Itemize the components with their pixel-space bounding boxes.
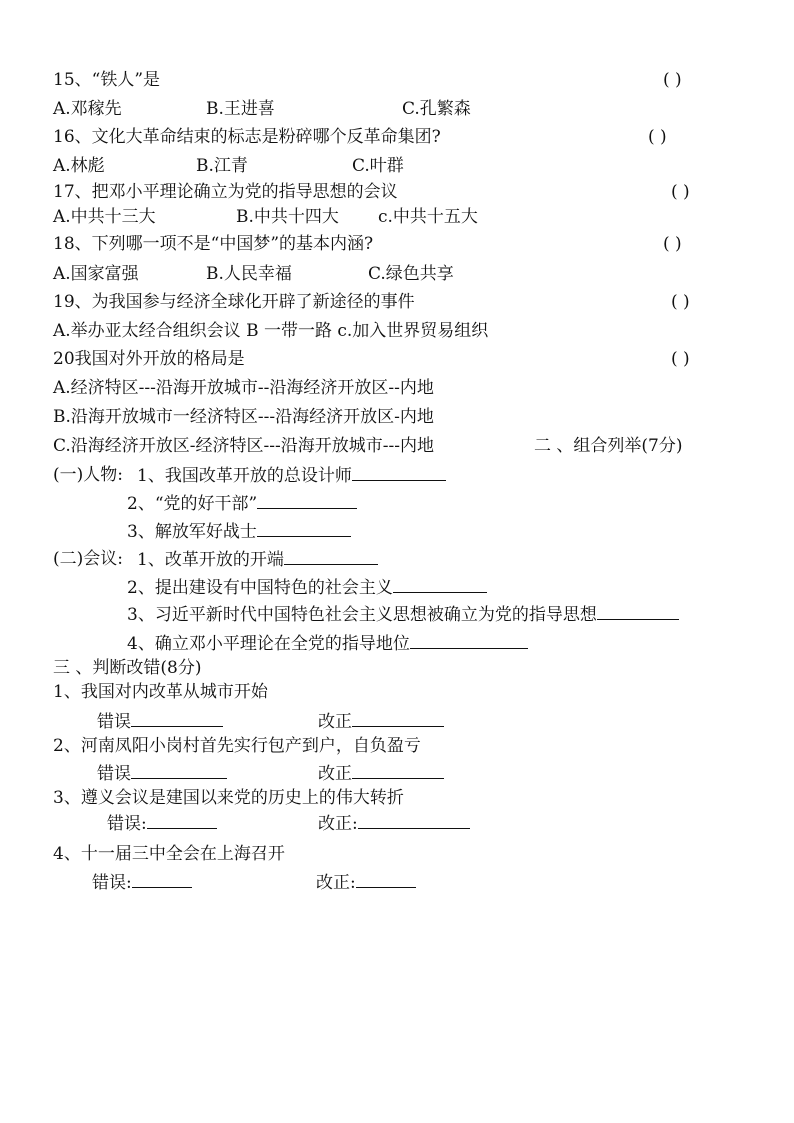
meetings-group-label: (二)会议: xyxy=(53,549,123,569)
question-16-option-c: C.叶群 xyxy=(352,156,404,176)
question-17-option-b: B.中共十四大 xyxy=(236,207,339,227)
question-15-stem: 15、“铁人”是 xyxy=(53,70,161,90)
judge-item-2-fix-label: 改正 xyxy=(318,764,352,784)
meetings-item-1 xyxy=(137,548,378,571)
question-20-answer-paren[interactable]: ( ) xyxy=(671,349,690,369)
judge-item-1-wrong xyxy=(97,710,223,733)
judge-item-4-wrong-blank[interactable] xyxy=(132,871,192,888)
people-item-1 xyxy=(137,464,446,487)
judge-item-2-fix-blank[interactable] xyxy=(352,762,444,779)
question-20-option-a: A.经济特区---沿海开放城市--沿海经济开放区--内地 xyxy=(53,378,434,398)
question-18-answer-paren[interactable]: ( ) xyxy=(663,234,682,254)
judge-item-3-wrong-blank[interactable] xyxy=(147,812,217,829)
people-item-3-text: 3、解放军好战士 xyxy=(127,522,257,542)
question-18-option-a: A.国家富强 xyxy=(53,264,139,284)
question-15-option-b: B.王进喜 xyxy=(206,99,275,119)
people-item-2-blank[interactable] xyxy=(257,492,357,509)
question-17-option-c: c.中共十五大 xyxy=(378,207,478,227)
judge-item-3-fix xyxy=(318,812,470,835)
question-20-option-b: B.沿海开放城市一经济特区---沿海经济开放区-内地 xyxy=(53,407,434,427)
question-19-stem: 19、为我国参与经济全球化开辟了新途径的事件 xyxy=(53,292,415,312)
question-15-option-c: C.孔繁森 xyxy=(402,99,471,119)
judge-item-3-fix-blank[interactable] xyxy=(358,812,470,829)
people-item-2 xyxy=(127,492,357,515)
question-16-answer-paren[interactable]: ( ) xyxy=(648,127,667,147)
question-16-option-b: B.江青 xyxy=(196,156,248,176)
people-item-3 xyxy=(127,520,351,543)
meetings-item-3-text: 3、习近平新时代中国特色社会主义思想被确立为党的指导思想 xyxy=(127,605,597,625)
judge-item-2-wrong-label: 错误 xyxy=(97,764,131,784)
people-item-1-blank[interactable] xyxy=(352,464,446,481)
meetings-item-3 xyxy=(127,603,679,626)
question-20-stem: 20我国对外开放的格局是 xyxy=(53,349,245,369)
question-17-answer-paren[interactable]: ( ) xyxy=(671,182,690,202)
judge-item-1-fix-label: 改正 xyxy=(318,712,352,732)
judge-item-3-statement: 3、遵义会议是建国以来党的历史上的伟大转折 xyxy=(53,788,404,808)
judge-item-4-wrong-label: 错误: xyxy=(92,873,132,893)
judge-item-2-wrong xyxy=(97,762,227,785)
question-15-answer-paren[interactable]: ( ) xyxy=(663,70,682,90)
judge-item-2-wrong-blank[interactable] xyxy=(131,762,227,779)
meetings-item-1-text: 1、改革开放的开端 xyxy=(137,550,284,570)
judge-item-3-wrong-label: 错误: xyxy=(107,814,147,834)
judge-item-3-wrong xyxy=(107,812,217,835)
people-item-1-text: 1、我国改革开放的总设计师 xyxy=(137,466,352,486)
people-item-3-blank[interactable] xyxy=(257,520,351,537)
meetings-item-3-blank[interactable] xyxy=(597,603,679,620)
question-19-options: A.举办亚太经合组织会议 B 一带一路 c.加入世界贸易组织 xyxy=(53,321,489,341)
meetings-item-2-text: 2、提出建设有中国特色的社会主义 xyxy=(127,578,393,598)
judge-item-4-fix-label: 改正: xyxy=(316,873,356,893)
judge-item-4-statement: 4、十一届三中全会在上海召开 xyxy=(53,844,285,864)
judge-item-4-wrong xyxy=(92,871,192,894)
question-18-option-c: C.绿色共享 xyxy=(368,264,454,284)
section-3-title: 三 、判断改错(8分) xyxy=(53,658,202,678)
meetings-item-2 xyxy=(127,576,487,599)
meetings-item-1-blank[interactable] xyxy=(284,548,378,565)
question-20-option-c: C.沿海经济开放区-经济特区---沿海开放城市---内地 xyxy=(53,436,435,456)
judge-item-3-fix-label: 改正: xyxy=(318,814,358,834)
judge-item-2-statement: 2、河南凤阳小岗村首先实行包产到户，自负盈亏 xyxy=(53,736,421,756)
judge-item-1-wrong-label: 错误 xyxy=(97,712,131,732)
meetings-item-4 xyxy=(127,632,528,655)
question-17-option-a: A.中共十三大 xyxy=(53,207,156,227)
question-18-stem: 18、下列哪一项不是“中国梦”的基本内涵? xyxy=(53,234,374,254)
question-17-stem: 17、把邓小平理论确立为党的指导思想的会议 xyxy=(53,182,398,202)
section-2-title: 二 、组合列举(7分) xyxy=(534,436,683,456)
meetings-item-4-text: 4、确立邓小平理论在全党的指导地位 xyxy=(127,634,410,654)
people-item-2-text: 2、“党的好干部” xyxy=(127,494,258,514)
question-18-option-b: B.人民幸福 xyxy=(206,264,292,284)
question-19-answer-paren[interactable]: ( ) xyxy=(671,292,690,312)
judge-item-1-fix-blank[interactable] xyxy=(352,710,444,727)
question-16-stem: 16、文化大革命结束的标志是粉碎哪个反革命集团? xyxy=(53,127,441,147)
judge-item-1-statement: 1、我国对内改革从城市开始 xyxy=(53,682,268,702)
meetings-item-4-blank[interactable] xyxy=(410,632,528,649)
judge-item-1-fix xyxy=(318,710,444,733)
people-group-label: (一)人物: xyxy=(53,465,123,485)
question-15-option-a: A.邓稼先 xyxy=(53,99,122,119)
judge-item-4-fix xyxy=(316,871,416,894)
judge-item-1-wrong-blank[interactable] xyxy=(131,710,223,727)
meetings-item-2-blank[interactable] xyxy=(393,576,487,593)
judge-item-4-fix-blank[interactable] xyxy=(356,871,416,888)
judge-item-2-fix xyxy=(318,762,444,785)
question-16-option-a: A.林彪 xyxy=(53,156,105,176)
